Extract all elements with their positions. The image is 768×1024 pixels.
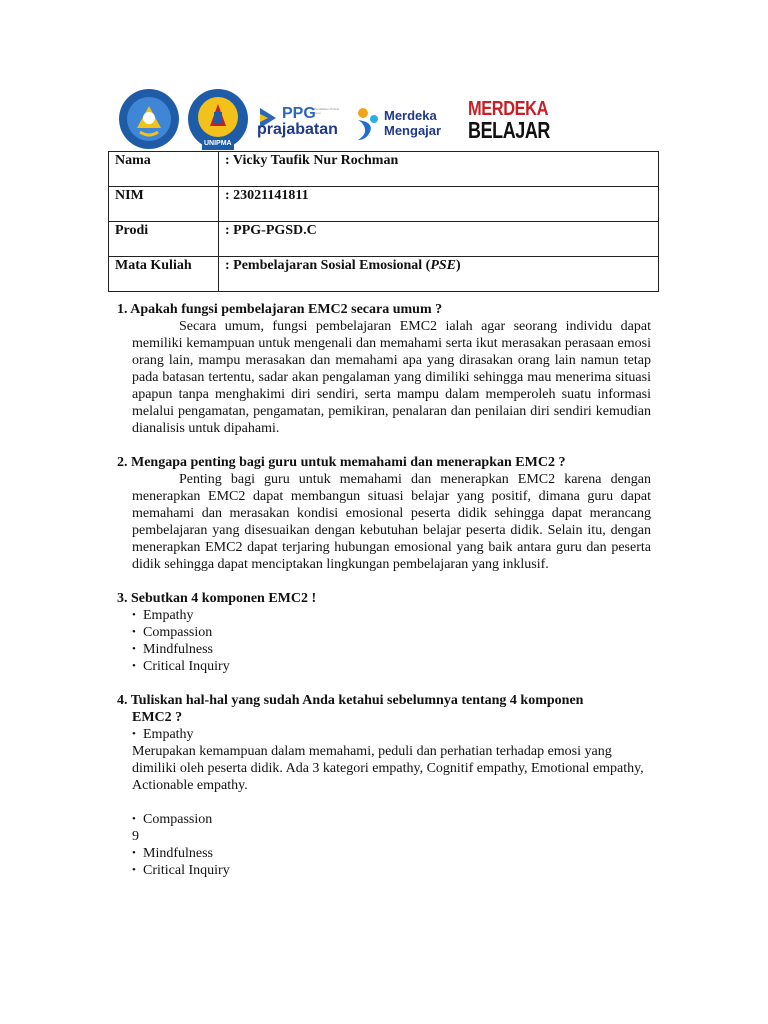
merdeka-mengajar-icon [354,106,380,142]
merdeka-belajar-line2: BELAJAR [468,117,550,143]
name-value: : Vicky Taufik Nur Rochman [219,152,659,187]
question-4-line2: EMC2 ? [132,710,183,725]
prodi-label: Prodi [109,222,219,257]
nim-value: : 23021141811 [219,187,659,222]
list-item: • Compassion [132,811,651,828]
course-value [219,257,659,292]
list-item: • Empathy [132,726,651,743]
table-row [109,187,659,222]
answer-2 [132,471,651,573]
question-2: 2. Mengapa penting bagi guru untuk memahami dan menerapkan EMC2 ? [117,455,566,470]
merdeka-mengajar-line1: Merdeka [384,108,437,123]
list-item: • Mindfulness [132,641,651,658]
component-list [132,607,651,675]
list-item: • Compassion [132,624,651,641]
course-label: Mata Kuliah [109,257,219,292]
prodi-value: : PPG-PGSD.C [219,222,659,257]
questions-section [117,301,651,879]
name-label: Nama [109,152,219,187]
answer-1-text: Secara umum, fungsi pembelajaran EMC2 ialah agar seorang individu dapat memiliki kemampuan untuk mengenali dan memahami serta ikut merasakan perasaan emosi orang lain, mampu merasakan dan memahami apa yang dirasakan orang lain namun tetap pada batasan tertentu, sadar akan pengalaman yang dimiliki sehingga mau menerima situasi apapun tanpa menghakimi diri sendiri, serta mampu dalam memperoleh suatu informasi melalui pengamatan, pengamatan, pemikiran, penalaran dan penilaian diri sendiri kemudian dianalisis untuk dipahami. [132,319,651,436]
table-row [109,152,659,187]
kemdikbud-logo-icon [118,88,180,150]
merdeka-mengajar-line2: Mengajar [384,123,442,138]
compassion-note: 9 [132,829,139,844]
list-item: • Critical Inquiry [132,658,651,675]
unipma-label: UNIPMA [204,140,232,147]
table-row [109,257,659,292]
course-value-suffix: ) [456,258,461,273]
course-value-abbr: PSE [430,258,457,273]
question-1: 1. Apakah fungsi pembelajaran EMC2 secara umum ? [117,302,443,317]
answer-1 [132,318,651,437]
list-item: • Empathy [132,607,651,624]
question-3: 3. Sebutkan 4 komponen EMC2 ! [117,591,317,606]
q4-list-c [132,845,651,879]
logo-bar [118,88,558,152]
identity-table [108,151,659,292]
q4-list-a [132,726,651,743]
course-value-prefix: : Pembelajaran Sosial Emosional ( [225,258,431,273]
merdeka-belajar-line1: MERDEKA [468,98,549,120]
table-row [109,222,659,257]
question-4-line1: 4. Tuliskan hal-hal yang sudah Anda ketahui sebelumnya tentang 4 komponen [117,693,584,708]
list-item: • Mindfulness [132,845,651,862]
question-4 [117,692,651,726]
empathy-description: Merupakan kemampuan dalam memahami, peduli dan perhatian terhadap emosi yang dimiliki oleh peserta didik. Ada 3 kategori empathy, Cognitif empathy, Emotional empathy, Actionable empathy. [132,744,644,793]
ppg-text: PPG [282,105,316,122]
answer-2-text: Penting bagi guru untuk memahami dan menerapkan EMC2 karena dengan menerapkan EMC2 dapat membangun situasi belajar yang positif, dimana guru dapat memahami dan merasakan kondisi emosional peserta didik sehingga dapat merancang pembelajaran yang disesuaikan dengan kebutuhan belajar peserta didik. Selain itu, dengan menerapkan EMC2 dapat terjaring hubungan emosional yang baik antara guru dan peserta didik sehingga dapat menciptakan lingkungan pembelajaran yang inklusif. [132,472,651,572]
prajabatan-label: prajabatan [257,121,338,138]
nim-label: NIM [109,187,219,222]
ppg-small-text: Pendidikan Profesi Guru [314,107,340,115]
list-item: • Critical Inquiry [132,862,651,879]
q4-list-b [132,811,651,828]
